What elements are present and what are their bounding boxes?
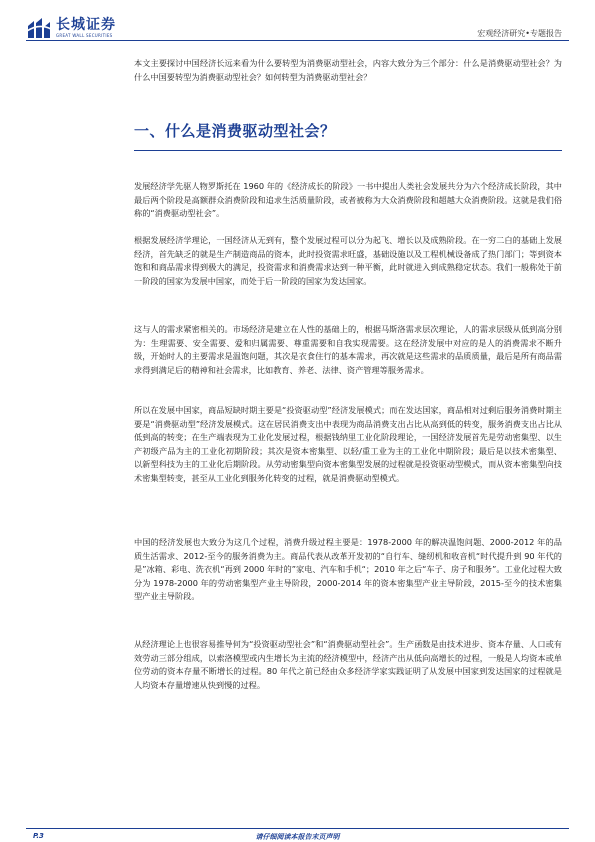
great-wall-logo-icon bbox=[26, 17, 52, 39]
report-tag: 宏观经济研究•专题报告 bbox=[477, 29, 562, 38]
footer-disclaimer: 请仔细阅读本报告末页声明 bbox=[255, 833, 340, 841]
logo-name-en: GREAT WALL SECURITIES bbox=[56, 32, 113, 38]
header-divider bbox=[26, 40, 569, 41]
paragraph-text: 中国的经济发展也大致分为这几个过程，消费升级过程主要是：1978-2000 年的解决温饱问题、2000-2012 年的品质生活需求、2012-至今的服务消费为主。商品代表从改革开发初的“自行车、缝纫机和收音机“时代提升到 90 年代的是”冰箱、彩电、洗衣机“再到 2000 年时的”家电、汽车和手机“；2010 年之后“车子、房子和服务”。工业化过程大致分为 1978-2000 年的劳动密集型产业主导阶段，2000-2014 年的资本密集型产业主导阶段，2015-至今的技术密集型产业主导阶段。 bbox=[134, 537, 562, 602]
body-paragraph-4 bbox=[134, 404, 562, 486]
section-divider bbox=[134, 150, 562, 151]
page-number: P.3 bbox=[33, 832, 44, 840]
body-paragraph-6 bbox=[134, 638, 562, 692]
logo-name-cn: 长城证券 bbox=[56, 16, 116, 33]
paragraph-text: 所以在发展中国家，商品短缺时期主要是“投资驱动型”经济发展模式；而在发达国家，商品相对过剩后服务消费时期主要是“消费驱动型”经济发展模式。这在居民消费支出中表现为商品消费支出占比从高到低的转变，服务消费支出占比从低到高的转变；在生产端表现为工业化发展过程，根据钱纳里工业化阶段理论，一国经济发展首先是劳动密集型、以生产初级产品为主的工业化初期阶段；其次是资本密集型、以轻/重工业为主的工业化中期阶段；最后是以技术密集型、以新型科技为主的工业化后期阶段。从劳动密集型向资本密集型发展的过程就是投资驱动型模式，而从资本密集型向技术密集型转变，甚至从工业化到服务化转变的过程，就是消费驱动型模式。 bbox=[134, 405, 562, 483]
paragraph-text: 这与人的需求紧密相关的。市场经济是建立在人性的基础上的，根据马斯洛需求层次理论，人的需求层级从低到高分别为：生理需要、安全需要、爱和归属需要、尊重需要和自我实现需要。这在经济发展中对应的是人的消费需求不断升级，开始时人的主要需求是温饱问题，其次是衣食住行的基本需求，再次就是这些需求的品质质量，最后是所有商品需求得到满足后的精神和社会需求，比如教育、养老、法律、资产管理等服务需求。 bbox=[134, 324, 562, 375]
body-paragraph-5 bbox=[134, 536, 562, 604]
paragraph-text: 从经济理论上也很容易推导何为“投资驱动型社会”和“消费驱动型社会”。生产函数是由技术进步、资本存量、人口或有效劳动三部分组成，以索洛模型或内生增长为主流的经济模型中，经济产出从低向高增长的过程，一般是人均资本或单位劳动的资本存量不断增长的过程。80 年代之前已经由众多经济学家实践证明了从发展中国家到发达国家的过程就是人均资本存量增速从快到慢的过程。 bbox=[134, 639, 562, 690]
body-paragraph-3 bbox=[134, 323, 562, 377]
footer-divider bbox=[26, 828, 569, 829]
intro-block bbox=[134, 57, 562, 84]
paragraph-text: 发展经济学先驱人物罗斯托在 1960 年的《经济成长的阶段》一书中提出人类社会发展共分为六个经济成长阶段，其中最后两个阶段是高额群众消费阶段和追求生活质量阶段，或者被称为大众消费阶段和超越大众消费阶段。这就是我们俗称的“消费驱动型社会”。 bbox=[134, 181, 562, 219]
body-paragraph-2 bbox=[134, 234, 562, 288]
body-paragraph-1 bbox=[134, 180, 562, 221]
company-logo bbox=[26, 17, 116, 39]
intro-paragraph: 本文主要探讨中国经济长远来看为什么要转型为消费驱动型社会，内容大致分为三个部分：什么是消费驱动型社会？为什么中国要转型为消费驱动型社会？如何转型为消费驱动型社会？ bbox=[134, 58, 562, 82]
paragraph-text: 根据发展经济学理论，一国经济从无到有，整个发展过程可以分为起飞、增长以及成熟阶段。在一穷二白的基础上发展经济，首先缺乏的就是生产制造商品的资本，此时投资需求旺盛，基础设施以及工程机械设备成了热门部门；等到资本饱和和商品需求得到极大的满足，投资需求和消费需求达到一种平衡，此时就进入到成熟稳定状态。我们一般称处于前一阶段的国家为发展中国家，而处于后一阶段的国家为发达国家。 bbox=[134, 235, 562, 286]
section-title: 一、什么是消费驱动型社会？ bbox=[134, 122, 336, 140]
